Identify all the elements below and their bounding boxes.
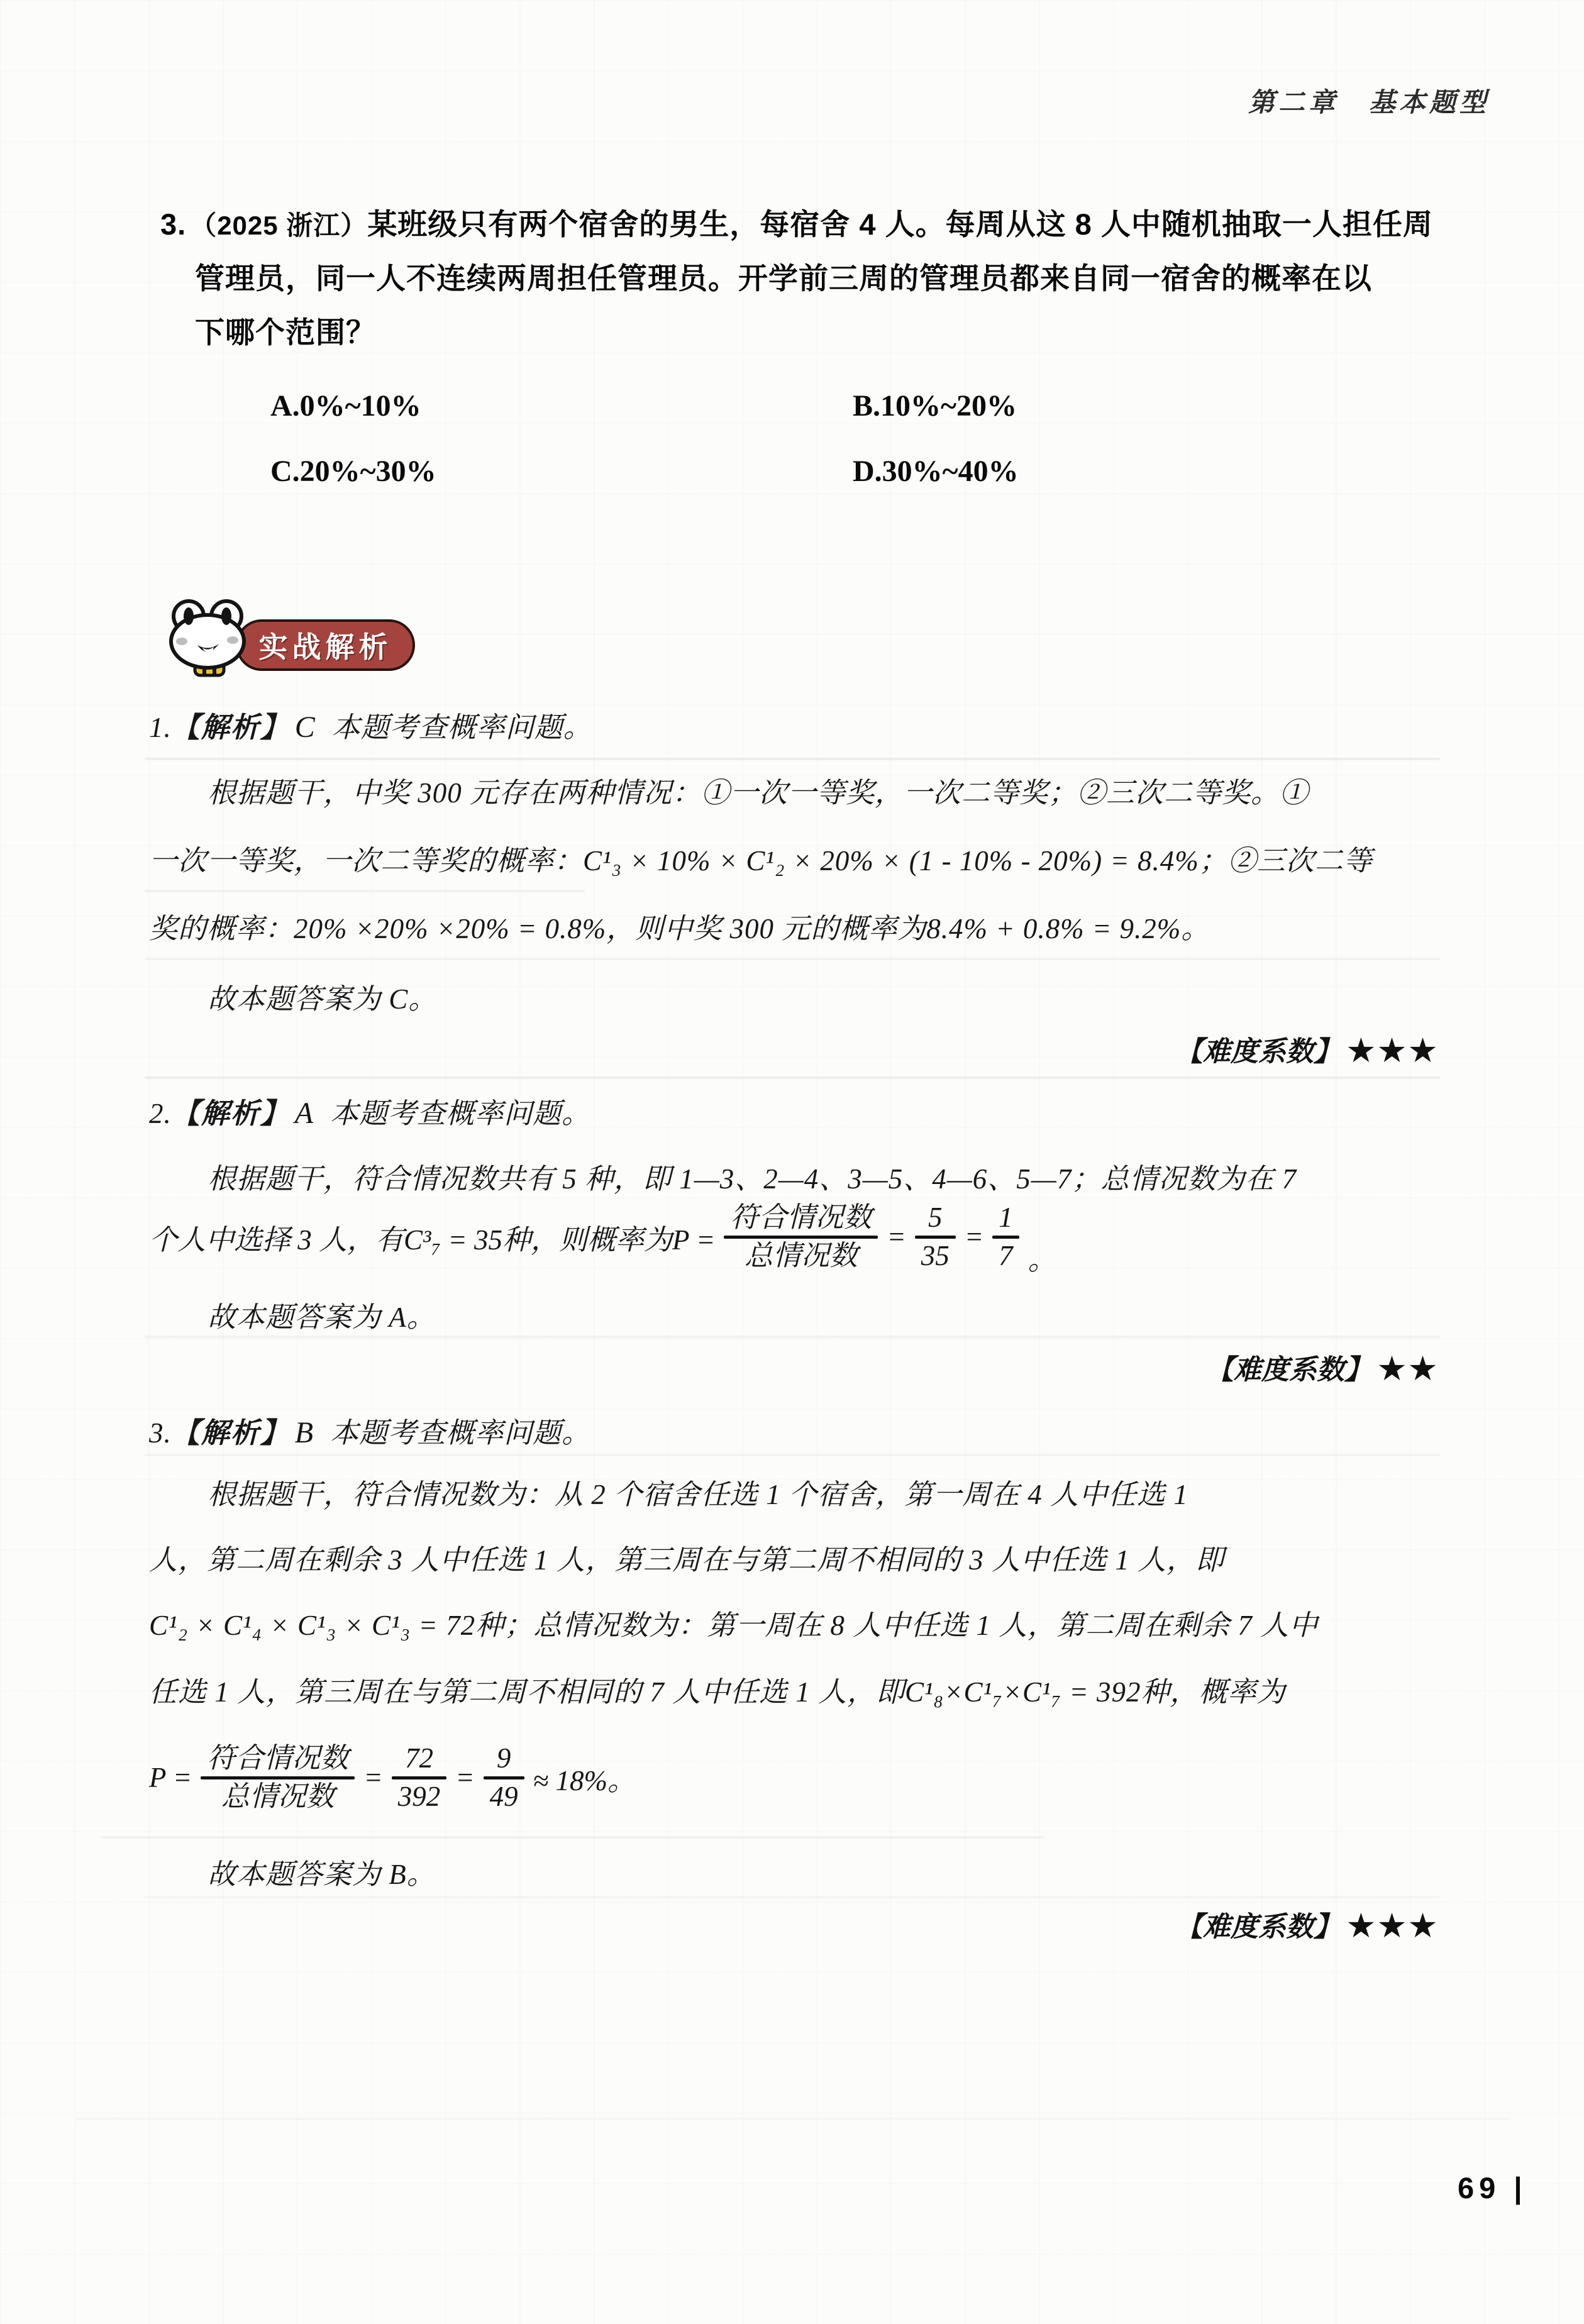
solution1-line2: 一次一等奖，一次二等奖的概率：C¹₃ × 10% × C¹₂ × 20% × (1 - 10% - 20%) = 8.4%；②三次二等: [149, 845, 1373, 877]
solution2-formula: [149, 1196, 1065, 1278]
solution3-line4: 任选 1 人，第三周在与第二周不相同的 7 人中任选 1 人，即C¹₈×C¹₇×C¹₇ = 392种，概率为: [149, 1676, 1286, 1708]
solution3-number: 3.: [149, 1417, 172, 1449]
fraction: [915, 1200, 956, 1274]
equals-sign: =: [455, 1762, 475, 1793]
option-b: B.10%~20%: [853, 389, 1017, 423]
question-line-2: 管理员，同一人不连续两周担任管理员。开学前三周的管理员都来自同一宿舍的概率在以: [195, 262, 1372, 295]
fraction-denominator: 7: [999, 1239, 1013, 1271]
scan-artifact: [145, 1454, 1440, 1456]
difficulty-label: 【难度系数】: [1175, 1912, 1341, 1942]
analysis-section-badge: [165, 591, 429, 685]
fraction: [724, 1200, 878, 1274]
solution1-line1: 根据题干，中奖 300 元存在两种情况：①一次一等奖，一次二等奖；②三次二等奖。①: [208, 777, 1309, 809]
scan-artifact: [145, 1896, 1440, 1898]
solution2-difficulty: [1206, 1347, 1440, 1387]
badge-label: 实战解析: [258, 631, 392, 663]
solution3-difficulty: [1175, 1904, 1440, 1944]
frog-icon: [165, 596, 250, 681]
solution3-formula: [149, 1737, 645, 1818]
scan-artifact: [145, 758, 1440, 760]
solution2-answer: A: [294, 1097, 314, 1130]
scan-artifact: [145, 1336, 1440, 1338]
solution2-line1: 根据题干，符合情况数共有 5 种，即 1—3、2—4、3—5、4—6、5—7；总情况数为在 7: [208, 1163, 1297, 1195]
question-line-3: 下哪个范围？: [195, 316, 376, 349]
solution3-conclusion: 故本题答案为 B。: [208, 1859, 436, 1890]
page-number: 69 |: [1458, 2171, 1527, 2205]
solution3-heading: [149, 1410, 590, 1451]
difficulty-stars: ★★: [1378, 1353, 1440, 1386]
fraction-denominator: 49: [489, 1780, 518, 1812]
chapter-header: 第二章 基本题型: [1248, 89, 1490, 118]
question-number: 3.: [160, 208, 187, 241]
fraction-numerator: 符合情况数: [730, 1201, 872, 1233]
solution1-heading: [149, 704, 592, 745]
formula-prefix: 个人中选择 3 人，有C³₇ = 35种，则概率为P =: [149, 1224, 716, 1256]
solution1-topic: 本题考查概率问题。: [331, 712, 592, 743]
analysis-tag: 【解析】: [171, 712, 290, 743]
formula-suffix: 。: [1027, 1244, 1056, 1276]
formula-suffix: ≈ 18%。: [533, 1764, 636, 1796]
badge-pill: [236, 619, 415, 671]
fraction-numerator: 1: [999, 1201, 1013, 1233]
fraction: [392, 1741, 447, 1815]
question-line-1: [160, 201, 1433, 243]
solution1-line3: 奖的概率：20% ×20% ×20% = 0.8%，则中奖 300 元的概率为8.4% + 0.8% = 9.2%。: [149, 913, 1210, 944]
scan-artifact: [75, 2118, 1509, 2120]
solution2-heading: [149, 1090, 590, 1131]
option-c: C.20%~30%: [270, 455, 436, 488]
scan-artifact: [101, 1836, 1044, 1839]
solution2-conclusion: 故本题答案为 A。: [208, 1302, 436, 1333]
fraction-numerator: 72: [404, 1742, 433, 1774]
fraction-denominator: 35: [921, 1239, 950, 1271]
formula-prefix: P =: [149, 1762, 192, 1793]
question-text: 某班级只有两个宿舍的男生，每宿舍 4 人。每周从这 8 人中随机抽取一人担任周: [367, 208, 1433, 241]
scan-artifact: [145, 958, 1440, 960]
solution3-topic: 本题考查概率问题。: [330, 1417, 591, 1449]
fraction-denominator: 392: [397, 1780, 441, 1812]
difficulty-stars: ★★★: [1347, 1910, 1440, 1943]
solution2-topic: 本题考查概率问题。: [330, 1098, 591, 1129]
fraction: [484, 1741, 524, 1815]
scan-artifact: [145, 890, 585, 892]
fraction: [992, 1200, 1019, 1274]
fraction: [201, 1741, 355, 1815]
fraction-numerator: 9: [496, 1742, 511, 1774]
equals-sign: =: [964, 1221, 984, 1253]
solution3-line3: C¹₂ × C¹₄ × C¹₃ × C¹₃ = 72种；总情况数为：第一周在 8 人中任选 1 人，第二周在剩余 7 人中: [149, 1610, 1319, 1641]
option-d: D.30%~40%: [853, 455, 1019, 488]
analysis-tag: 【解析】: [171, 1417, 290, 1449]
solution3-answer: B: [294, 1416, 314, 1449]
equals-sign: =: [887, 1221, 906, 1253]
solution2-number: 2.: [149, 1098, 172, 1129]
scan-artifact: [145, 1076, 1440, 1079]
equals-sign: =: [363, 1762, 383, 1793]
difficulty-stars: ★★★: [1347, 1034, 1440, 1068]
fraction-denominator: 总情况数: [744, 1239, 858, 1271]
difficulty-label: 【难度系数】: [1175, 1036, 1341, 1067]
analysis-tag: 【解析】: [171, 1098, 290, 1129]
solution1-difficulty: [1175, 1029, 1440, 1069]
solution3-line2: 人，第二周在剩余 3 人中任选 1 人，第三周在与第二周不相同的 3 人中任选 1 人，即: [149, 1544, 1225, 1576]
solution1-answer: C: [294, 711, 316, 744]
fraction-denominator: 总情况数: [221, 1780, 335, 1812]
fraction-numerator: 符合情况数: [207, 1742, 349, 1774]
solution1-conclusion: 故本题答案为 C。: [208, 983, 438, 1015]
option-a: A.0%~10%: [270, 389, 421, 423]
difficulty-label: 【难度系数】: [1205, 1354, 1372, 1385]
fraction-numerator: 5: [928, 1201, 943, 1233]
solution1-number: 1.: [149, 712, 172, 743]
question-source: （2025 浙江）: [190, 211, 368, 240]
solution3-line1: 根据题干，符合情况数为：从 2 个宿舍任选 1 个宿舍，第一周在 4 人中任选 1: [208, 1479, 1188, 1510]
